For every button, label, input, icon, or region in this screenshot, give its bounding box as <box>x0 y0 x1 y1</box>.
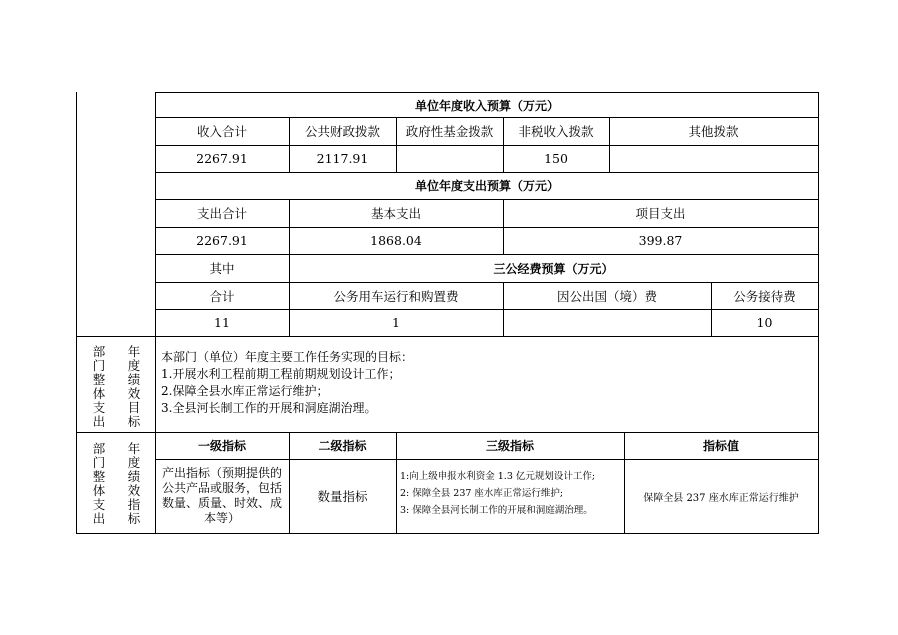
income-header-fund: 政府性基金拨款 <box>405 124 494 139</box>
goals-line-2: 2.保障全县水库正常运行维护； <box>161 384 329 398</box>
expense-header-basic: 基本支出 <box>370 206 421 221</box>
fees-value-total: 11 <box>214 315 230 330</box>
income-value-nontax: 150 <box>544 151 568 166</box>
indicators-header-level2: 二级指标 <box>318 439 367 453</box>
fees-header-reception: 公务接待费 <box>733 288 796 304</box>
goals-line-1: 1.开展水利工程前期工程前期规划设计工作； <box>161 367 401 381</box>
indicator-level1-output: 产出指标（预期提供的公共产品或服务，包括数量、质量、时效、成本等） <box>161 466 282 525</box>
fees-header-vehicle: 公务用车运行和购置费 <box>333 288 459 304</box>
fees-value-vehicle: 1 <box>392 315 400 330</box>
indicators-left-label: 部门整体支出 <box>92 441 106 526</box>
expense-value-basic: 1868.04 <box>370 233 422 248</box>
fees-header-total: 合计 <box>209 288 235 304</box>
income-header-nontax: 非税收入拨款 <box>518 124 594 139</box>
three-fees-left-label: 其中 <box>209 261 235 276</box>
indicators-right-label: 年度绩效指标 <box>127 441 141 526</box>
income-header-total: 收入合计 <box>196 124 247 139</box>
income-header-other: 其他拨款 <box>688 124 739 139</box>
indicator-level2-quantity: 数量指标 <box>317 489 368 504</box>
expense-header-project: 项目支出 <box>635 206 686 221</box>
goals-line-intro: 本部门（单位）年度主要工作任务实现的目标： <box>161 350 414 364</box>
income-header-public: 公共财政拨款 <box>304 124 380 139</box>
indicator-level3-item: 1:向上级申报水利资金 1.3 亿元规划设计工作; <box>400 471 596 482</box>
expense-title: 单位年度支出预算（万元） <box>414 179 559 193</box>
indicator-level3-item: 2: 保障全县 237 座水库正常运行维护; <box>400 488 564 499</box>
indicators-header-level3: 三级指标 <box>485 439 534 453</box>
income-value-public: 2117.91 <box>316 151 369 166</box>
income-value-other <box>609 145 818 172</box>
expense-value-total: 2267.91 <box>196 233 248 248</box>
expense-header-total: 支出合计 <box>196 206 247 221</box>
fees-header-abroad: 因公出国（境）费 <box>556 288 657 304</box>
income-value-total: 2267.91 <box>196 151 248 166</box>
goals-text <box>161 349 413 417</box>
goals-line-3: 3.全县河长制工作的开展和洞庭湖治理。 <box>161 401 377 415</box>
goals-left-label: 部门整体支出 <box>92 344 106 429</box>
income-title: 单位年度收入预算（万元） <box>414 98 559 113</box>
indicator-level3-list <box>400 468 622 519</box>
three-fees-title: 三公经费预算（万元） <box>493 261 614 276</box>
fees-value-abroad <box>503 309 711 336</box>
indicators-header-level1: 一级指标 <box>197 439 246 453</box>
income-value-fund <box>396 145 503 172</box>
indicator-value: 保障全县 237 座水库正常运行维护 <box>643 492 799 504</box>
indicator-level3-item: 3: 保障全县河长制工作的开展和洞庭湖治理。 <box>400 505 593 516</box>
indicators-header-value: 指标值 <box>702 439 739 453</box>
fees-value-reception: 10 <box>756 315 773 330</box>
expense-value-project: 399.87 <box>638 233 683 248</box>
goals-right-label: 年度绩效目标 <box>127 344 141 429</box>
